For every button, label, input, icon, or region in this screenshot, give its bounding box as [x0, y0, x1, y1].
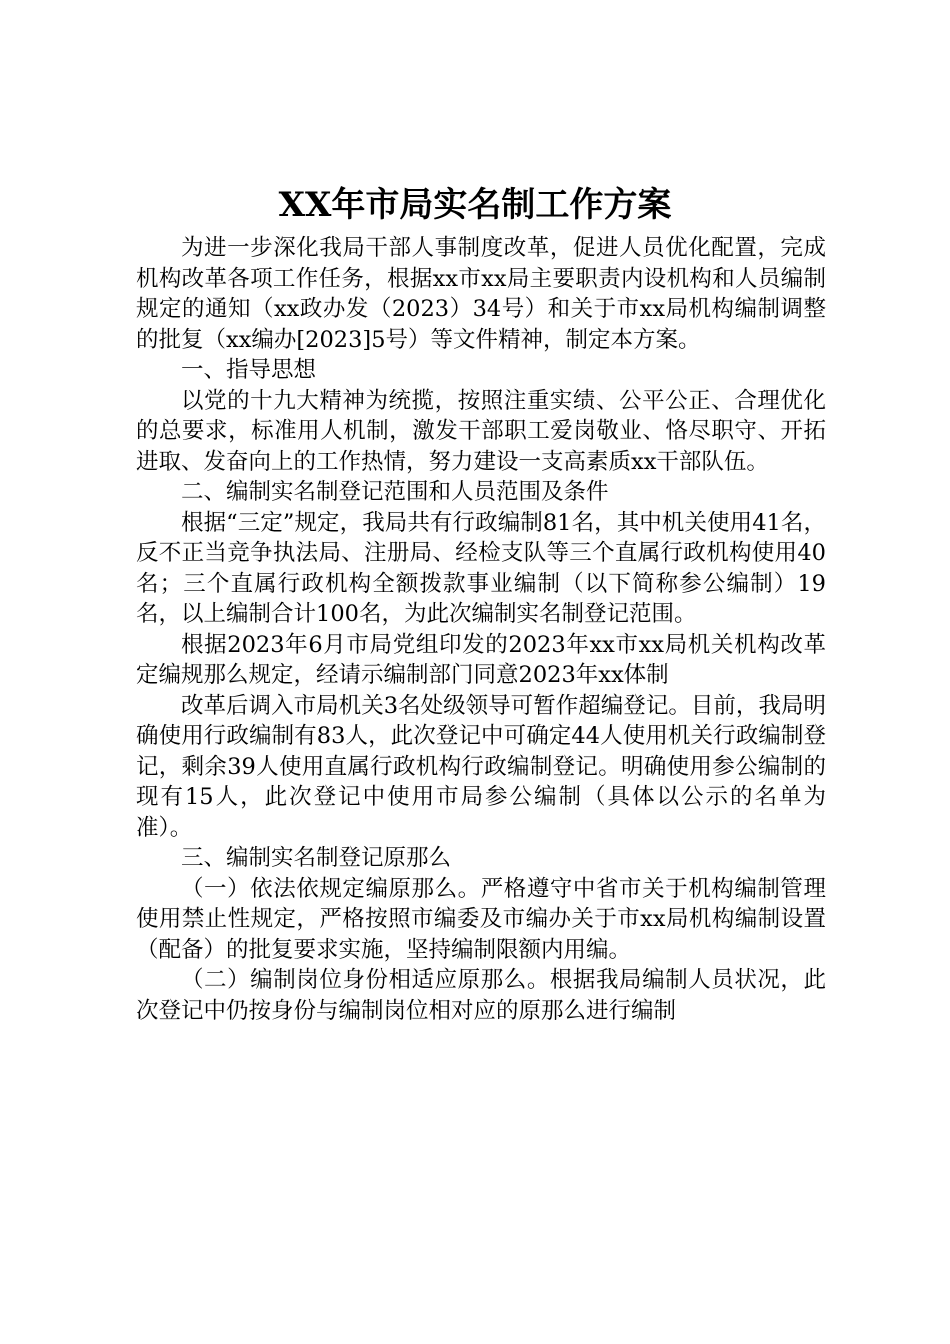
- paragraph-current-staffing: 改革后调入市局机关3名处级领导可暂作超编登记。目前，我局明确使用行政编制有83人，此次登记中可确定44人使用机关行政编制登记，剩余39人使用直属行政机构行政编制登记。明确使用参公编制的现有15人，此次登记中使用市局参公编制（具体以公示的名单为准）。: [136, 692, 826, 841]
- paragraph-principle-2: （二）编制岗位身份相适应原那么。根据我局编制人员状况，此次登记中仍按身份与编制岗位相对应的原那么进行编制: [136, 967, 826, 1024]
- document-title: XX年市局实名制工作方案: [278, 185, 672, 225]
- paragraph-principle-1: （一）依法依规定编原那么。严格遵守中省市关于机构编制管理使用禁止性规定，严格按照市编委及市编办关于市xx局机构编制设置（配备）的批复要求实施，坚持编制限额内用编。: [136, 875, 826, 963]
- paragraph-intro: 为进一步深化我局干部人事制度改革，促进人员优化配置，完成机构改革各项工作任务，根据xx市xx局主要职责内设机构和人员编制规定的通知（xx政办发（2023）34号）和关于市xx局机构编制调整的批复（xx编办[2023]5号）等文件精神，制定本方案。: [136, 235, 826, 353]
- paragraph-reform-rules: 根据2023年6月市局党组印发的2023年xx市xx局机关机构改革定编规那么规定，经请示编制部门同意2023年xx体制: [136, 631, 826, 688]
- paragraph-guiding-thought: 以党的十九大精神为统揽，按照注重实绩、公平公正、合理优化的总要求，标准用人机制，激发干部职工爱岗敬业、恪尽职守、开拓进取、发奋向上的工作热情，努力建设一支高素质xx干部队伍。: [136, 387, 826, 475]
- section-heading-registration-principles: 三、编制实名制登记原那么: [181, 845, 452, 871]
- paragraph-registration-scope: 根据“三定”规定，我局共有行政编制81名，其中机关使用41名，反不正当竞争执法局、注册局、经检支队等三个直属行政机构使用40名；三个直属行政机构全额拨款事业编制（以下简称参公编制）19名，以上编制合计100名，为此次编制实名制登记范围。: [136, 509, 826, 627]
- section-heading-registration-scope: 二、编制实名制登记范围和人员范围及条件: [181, 479, 609, 505]
- section-heading-guiding-thought: 一、指导思想: [181, 357, 317, 383]
- document-body: [136, 233, 826, 1026]
